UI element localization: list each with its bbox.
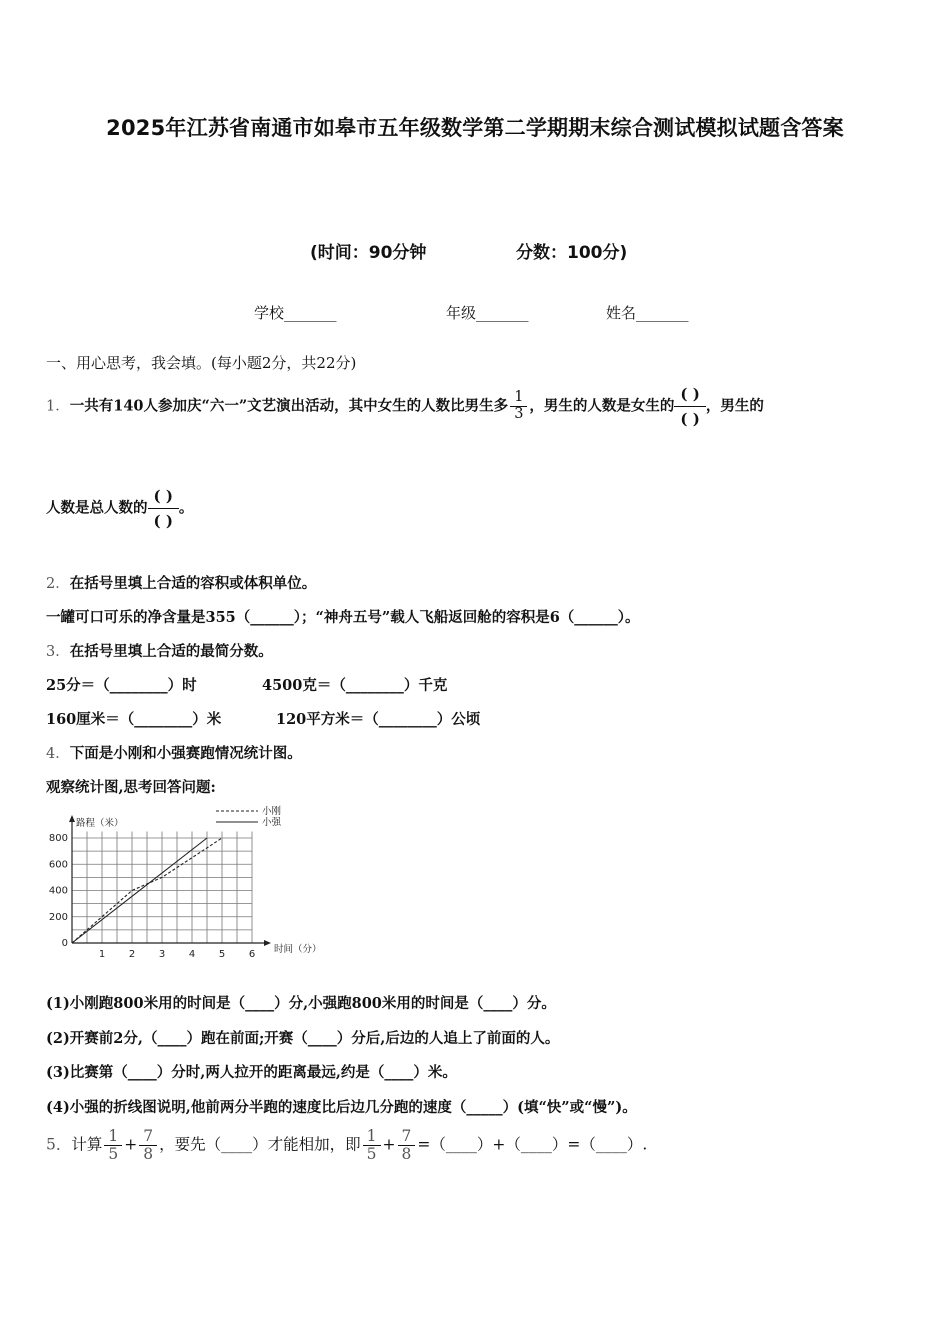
y-tick-label: 200 — [48, 911, 68, 923]
q4-prompt: 观察统计图,思考回答问题: — [46, 779, 216, 796]
q1-text-c: ，男生的 — [705, 397, 764, 415]
answer-fraction-blank[interactable] — [148, 484, 179, 533]
x-tick-label: 3 — [158, 949, 166, 960]
q4-sub-2: (2)开赛前2分,（____）跑在前面;开赛（____）分后,后边的人追上了前面的人。 — [46, 1030, 560, 1047]
question-number: 3． — [46, 644, 70, 660]
fraction-denominator: 5 — [366, 1145, 377, 1164]
x-axis-label: 时间（分） — [274, 944, 322, 955]
q4-text: 下面是小刚和小强赛跑情况统计图。 — [69, 745, 302, 762]
fraction-denominator: 8 — [401, 1145, 412, 1164]
fraction-1-5 — [104, 1128, 122, 1163]
fraction-denominator: 8 — [143, 1145, 154, 1164]
plus-sign: + — [124, 1135, 138, 1154]
q5-text-1: 计算 — [71, 1135, 103, 1154]
exam-score: 分数：100分) — [516, 243, 628, 263]
question-1 — [46, 382, 764, 431]
question-1-continued — [46, 484, 193, 533]
q1-text-e: 。 — [178, 499, 194, 517]
plus-sign: + — [382, 1135, 396, 1154]
q4-sub-4: (4)小强的折线图说明,他前两分半跑的速度比后边几分跑的速度（_____）(填“快”或“慢”)。 — [46, 1099, 637, 1116]
legend-label: 小刚 — [262, 806, 282, 817]
x-tick-label: 4 — [188, 949, 196, 960]
fraction-one-third — [510, 390, 527, 423]
blank-numerator[interactable]: ( ) — [674, 382, 705, 407]
school-field: 学校_______ — [254, 304, 337, 322]
fraction-numerator: 7 — [398, 1128, 416, 1146]
question-3 — [46, 640, 273, 661]
fraction-denominator: 5 — [108, 1145, 119, 1164]
x-tick-label: 2 — [128, 949, 136, 960]
y-tick-label: 0 — [61, 938, 68, 949]
q1-text-a: 一共有140人参加庆“六一”文艺演出活动，其中女生的人数比男生多 — [69, 397, 509, 415]
fraction-numerator: 7 — [139, 1128, 157, 1146]
y-tick-label: 600 — [48, 859, 68, 871]
fraction-numerator: 1 — [363, 1128, 381, 1146]
q4-sub-1: (1)小刚跑800米用的时间是（____）分,小强跑800米用的时间是（____）分。 — [46, 995, 556, 1012]
q3-line-2b: 120平方米＝（________）公顷 — [276, 711, 481, 728]
fraction-7-8 — [139, 1128, 157, 1163]
x-tick-label: 1 — [98, 949, 106, 960]
question-number: 4． — [46, 746, 70, 762]
exam-time: (时间：90分钟 — [310, 243, 427, 263]
question-5 — [46, 1128, 647, 1163]
x-tick-label: 6 — [248, 949, 256, 960]
fraction-denominator: 3 — [514, 406, 524, 422]
q2-text: 在括号里填上合适的容积或体积单位。 — [69, 575, 317, 592]
blank-numerator[interactable]: ( ) — [148, 484, 179, 509]
q3-line-2a: 160厘米＝（________）米 — [46, 711, 222, 728]
race-line-chart — [40, 800, 330, 965]
question-4 — [46, 742, 302, 763]
q1-text-d: 人数是总人数的 — [46, 499, 148, 517]
y-axis-arrow — [69, 815, 75, 822]
blank-denominator[interactable]: ( ) — [680, 410, 700, 428]
y-tick-label: 400 — [48, 885, 68, 897]
section-heading: 一、用心思考，我会填。(每小题2分，共22分) — [46, 354, 357, 372]
question-number: 2． — [46, 576, 70, 592]
q3-text: 在括号里填上合适的最简分数。 — [69, 643, 273, 660]
question-number: 1． — [46, 398, 70, 415]
q3-line-1a: 25分＝（________）时 — [46, 677, 197, 694]
fraction-numerator: 1 — [510, 390, 527, 407]
q4-sub-3: (3)比赛第（____）分时,两人拉开的距离最远,约是（____）米。 — [46, 1064, 457, 1081]
name-field: 姓名_______ — [606, 304, 689, 322]
y-axis-label: 路程（米） — [76, 818, 124, 829]
x-axis-arrow — [264, 940, 271, 946]
question-2 — [46, 572, 316, 593]
q5-text-2: ，要先（____）才能相加，即 — [159, 1135, 361, 1154]
page-title: 2025年江苏省南通市如皋市五年级数学第二学期期末综合测试模拟试题含答案 — [106, 116, 844, 140]
answer-fraction-blank[interactable] — [674, 382, 705, 431]
q5-text-3: =（____）+（____）=（____）. — [417, 1135, 648, 1154]
x-tick-label: 5 — [218, 949, 226, 960]
blank-denominator[interactable]: ( ) — [153, 512, 173, 530]
q1-text-b: ，男生的人数是女生的 — [529, 397, 675, 415]
grade-field: 年级_______ — [446, 304, 529, 322]
legend-label: 小强 — [262, 817, 282, 828]
q3-line-1b: 4500克＝（________）千克 — [262, 677, 448, 694]
q2-line: 一罐可口可乐的净含量是355（______）；“神舟五号”载人飞船返回舱的容积是6（______）。 — [46, 609, 640, 626]
fraction-numerator: 1 — [104, 1128, 122, 1146]
y-tick-label: 800 — [48, 833, 68, 844]
question-number: 5． — [46, 1135, 72, 1154]
fraction-1-5 — [363, 1128, 381, 1163]
fraction-7-8 — [398, 1128, 416, 1163]
